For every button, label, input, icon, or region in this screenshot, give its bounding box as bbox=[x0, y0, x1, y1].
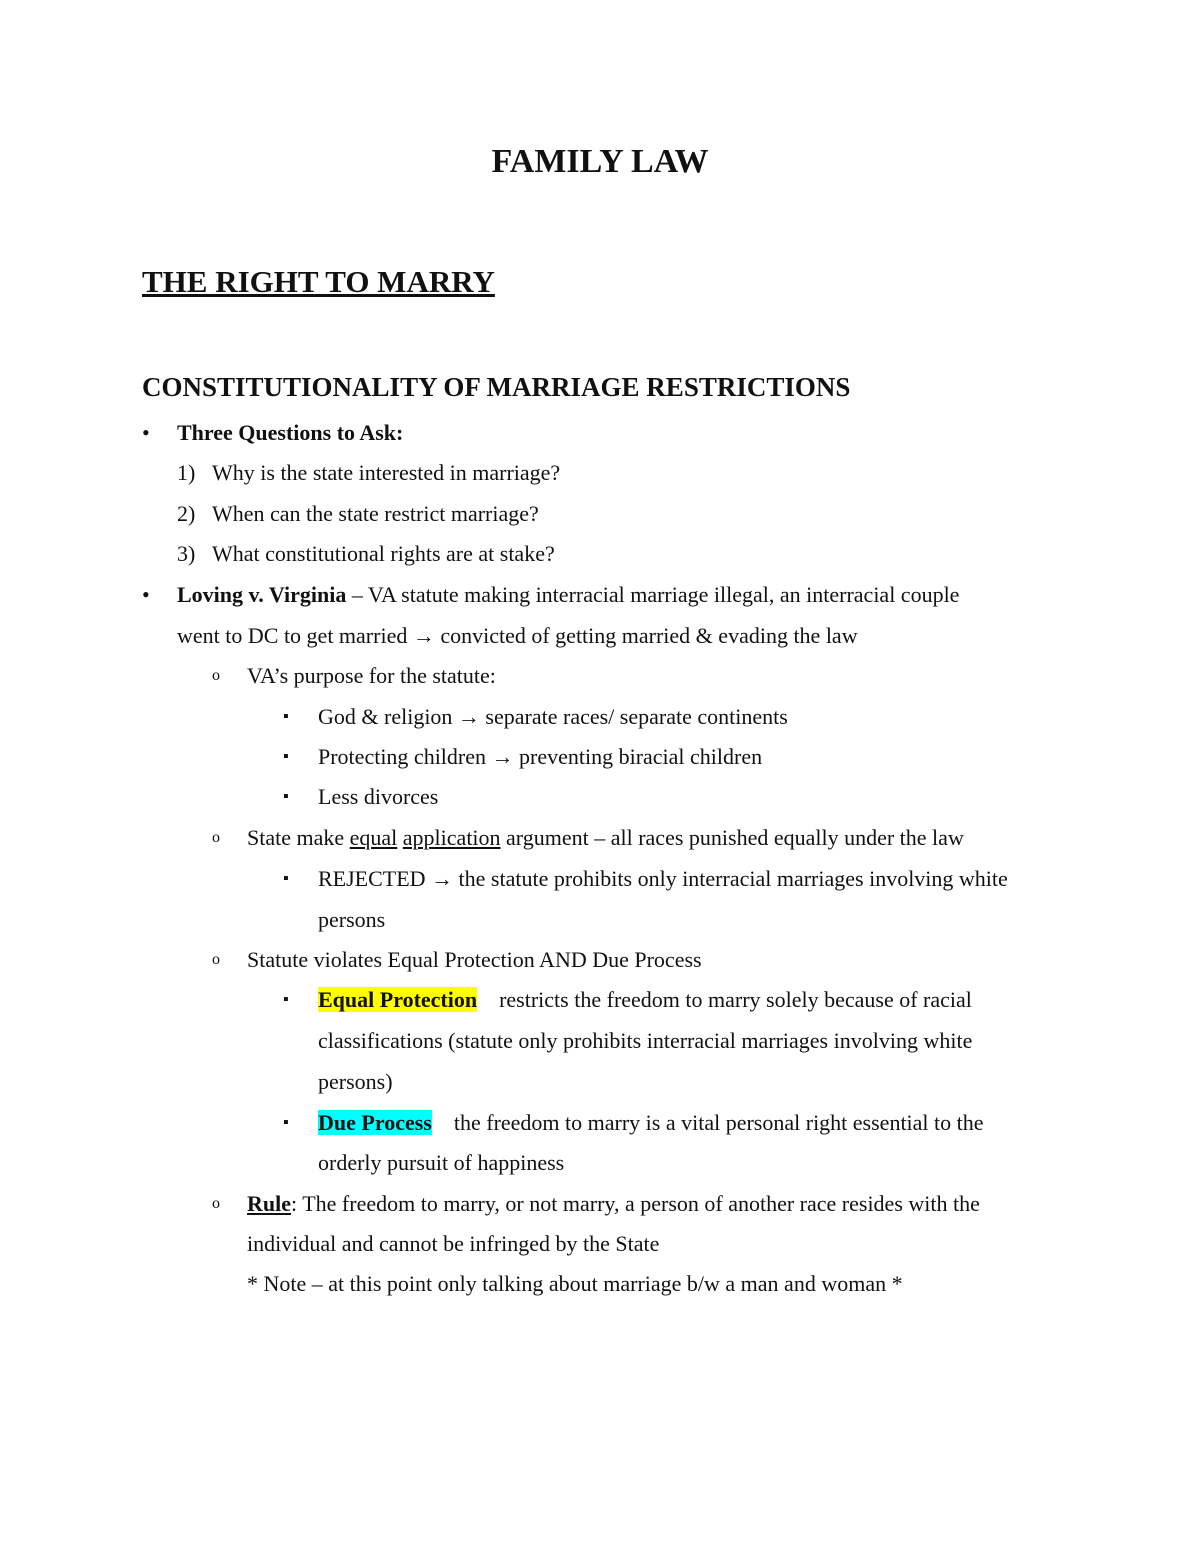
square-bullet-icon: ▪ bbox=[283, 708, 289, 725]
equal-application-line bbox=[247, 824, 964, 852]
text: argument – all races punished equally under the law bbox=[500, 825, 964, 850]
rule-line-1 bbox=[247, 1190, 980, 1218]
square-bullet-icon: ▪ bbox=[283, 788, 289, 805]
three-questions-label: Three Questions to Ask: bbox=[177, 420, 404, 445]
purpose-item: Less divorces bbox=[318, 784, 439, 809]
rule-line-2: individual and cannot be infringed by the State bbox=[247, 1231, 660, 1256]
underlined-text: equal bbox=[349, 825, 398, 850]
rule-label: Rule bbox=[247, 1191, 291, 1216]
circle-bullet-icon: o bbox=[212, 829, 220, 846]
circle-bullet-icon: o bbox=[212, 951, 220, 968]
equal-protection-highlight: Equal Protection bbox=[318, 987, 478, 1012]
section-heading: THE RIGHT TO MARRY bbox=[142, 264, 495, 299]
list-number: 1) bbox=[177, 460, 196, 485]
square-bullet-icon: ▪ bbox=[283, 748, 289, 765]
violates-line: Statute violates Equal Protection AND Due Process bbox=[247, 947, 702, 972]
due-process-highlight: Due Process bbox=[318, 1110, 432, 1135]
due-process-line-1 bbox=[318, 1109, 984, 1137]
text: the freedom to marry is a vital personal right essential to the bbox=[453, 1110, 984, 1135]
bullet-icon: • bbox=[142, 420, 150, 445]
rejected-line-2: persons bbox=[318, 907, 386, 932]
text: restricts the freedom to marry solely because of racial bbox=[499, 987, 972, 1012]
circle-bullet-icon: o bbox=[212, 1195, 220, 1212]
underlined-text: application bbox=[402, 825, 501, 850]
equal-protection-line-1 bbox=[318, 986, 972, 1014]
case-summary: – VA statute making interracial marriage illegal, an interracial couple bbox=[346, 582, 960, 607]
circle-bullet-icon: o bbox=[212, 667, 220, 684]
list-item: Why is the state interested in marriage? bbox=[212, 460, 561, 485]
loving-line-2: went to DC to get married → convicted of getting married & evading the law bbox=[177, 623, 858, 648]
equal-protection-line-3: persons) bbox=[318, 1069, 393, 1094]
due-process-line-2: orderly pursuit of happiness bbox=[318, 1150, 565, 1175]
loving-line-1 bbox=[177, 581, 959, 609]
text: : The freedom to marry, or not marry, a person of another race resides with the bbox=[291, 1191, 980, 1216]
purpose-item: Protecting children → preventing biracial children bbox=[318, 744, 763, 769]
case-name: Loving v. Virginia bbox=[177, 582, 347, 607]
square-bullet-icon: ▪ bbox=[283, 991, 289, 1008]
list-item: When can the state restrict marriage? bbox=[212, 501, 539, 526]
list-item: What constitutional rights are at stake? bbox=[212, 541, 555, 566]
list-number: 2) bbox=[177, 501, 196, 526]
list-number: 3) bbox=[177, 541, 196, 566]
subsection-heading: CONSTITUTIONALITY OF MARRIAGE RESTRICTIONS bbox=[142, 372, 851, 402]
purpose-label: VA’s purpose for the statute: bbox=[247, 663, 496, 688]
purpose-item: God & religion → separate races/ separate continents bbox=[318, 704, 788, 729]
square-bullet-icon: ▪ bbox=[283, 870, 289, 887]
rejected-line-1: REJECTED → the statute prohibits only interracial marriages involving white bbox=[318, 866, 1008, 891]
note-line: * Note – at this point only talking about marriage b/w a man and woman * bbox=[247, 1271, 903, 1296]
document-title: FAMILY LAW bbox=[491, 143, 709, 180]
text: State make bbox=[247, 825, 350, 850]
bullet-icon: • bbox=[142, 582, 150, 607]
equal-protection-line-2: classifications (statute only prohibits interracial marriages involving white bbox=[318, 1028, 973, 1053]
square-bullet-icon: ▪ bbox=[283, 1114, 289, 1131]
